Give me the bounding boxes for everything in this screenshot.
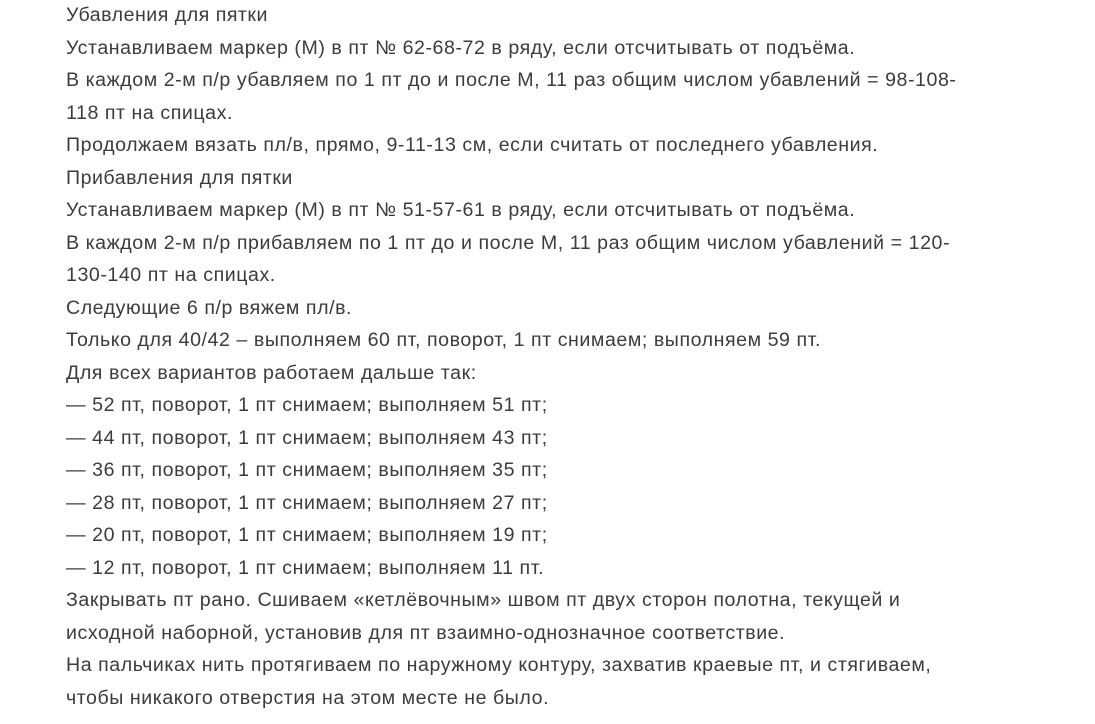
finishing-close-line-1: Закрывать пт рано. Сшиваем «кетлёвочным» швом пт двух сторон полотна, текущей и (66, 589, 901, 611)
short-rows-step-52: — 52 пт, поворот, 1 пт снимаем; выполняем 51 пт; (66, 394, 548, 416)
heel-decrease-instruction-line-1: В каждом 2-м п/р убавляем по 1 пт до и после М, 11 раз общим числом убавлений = 98-108- (66, 69, 957, 91)
heel-increase-instruction-line-2: 130-140 пт на спицах. (66, 264, 276, 286)
short-rows-step-36: — 36 пт, поворот, 1 пт снимаем; выполняем 35 пт; (66, 459, 548, 481)
short-rows-step-28: — 28 пт, поворот, 1 пт снимаем; выполняем 27 пт; (66, 491, 548, 514)
finishing-toes-line-2: чтобы никакого отверстия на этом месте не было. (66, 686, 550, 709)
finishing-toes-line-1: На пальчиках нить протягиваем по наружному контуру, захватив краевые пт, и стягиваем, (66, 654, 932, 676)
heel-decrease-continue-line: Продолжаем вязать пл/в, прямо, 9-11-13 см, если считать от последнего убавления. (66, 134, 879, 156)
heel-increase-marker-line: Устанавливаем маркер (М) в пт № 51-57-61 в ряду, если отсчитывать от подъёма. (66, 199, 856, 221)
finishing-close-line-2: исходной наборной, установив для пт взаимно-однозначное соответствие. (66, 621, 786, 644)
heel-increase-next-rows-line: Следующие 6 п/р вяжем пл/в. (66, 296, 353, 319)
heel-decrease-marker-line: Устанавливаем маркер (М) в пт № 62-68-72 в ряду, если отсчитывать от подъёма. (66, 36, 856, 59)
knitting-instructions-text (66, 0, 1086, 714)
short-rows-step-12: — 12 пт, поворот, 1 пт снимаем; выполняем 11 пт. (66, 556, 545, 579)
heel-increase-instruction-line-1: В каждом 2-м п/р прибавляем по 1 пт до и после М, 11 раз общим числом убавлений = 120- (66, 231, 951, 254)
short-rows-all-variants-line: Для всех вариантов работаем дальше так: (66, 361, 477, 384)
heel-decrease-heading: Убавления для пятки (66, 4, 268, 26)
short-rows-size-40-42-line: Только для 40/42 – выполняем 60 пт, поворот, 1 пт снимаем; выполняем 59 пт. (66, 329, 821, 351)
short-rows-step-44: — 44 пт, поворот, 1 пт снимаем; выполняем 43 пт; (66, 426, 548, 449)
short-rows-step-20: — 20 пт, поворот, 1 пт снимаем; выполняем 19 пт; (66, 524, 548, 546)
heel-increase-heading: Прибавления для пятки (66, 166, 293, 189)
heel-decrease-instruction-line-2: 118 пт на спицах. (66, 101, 233, 124)
